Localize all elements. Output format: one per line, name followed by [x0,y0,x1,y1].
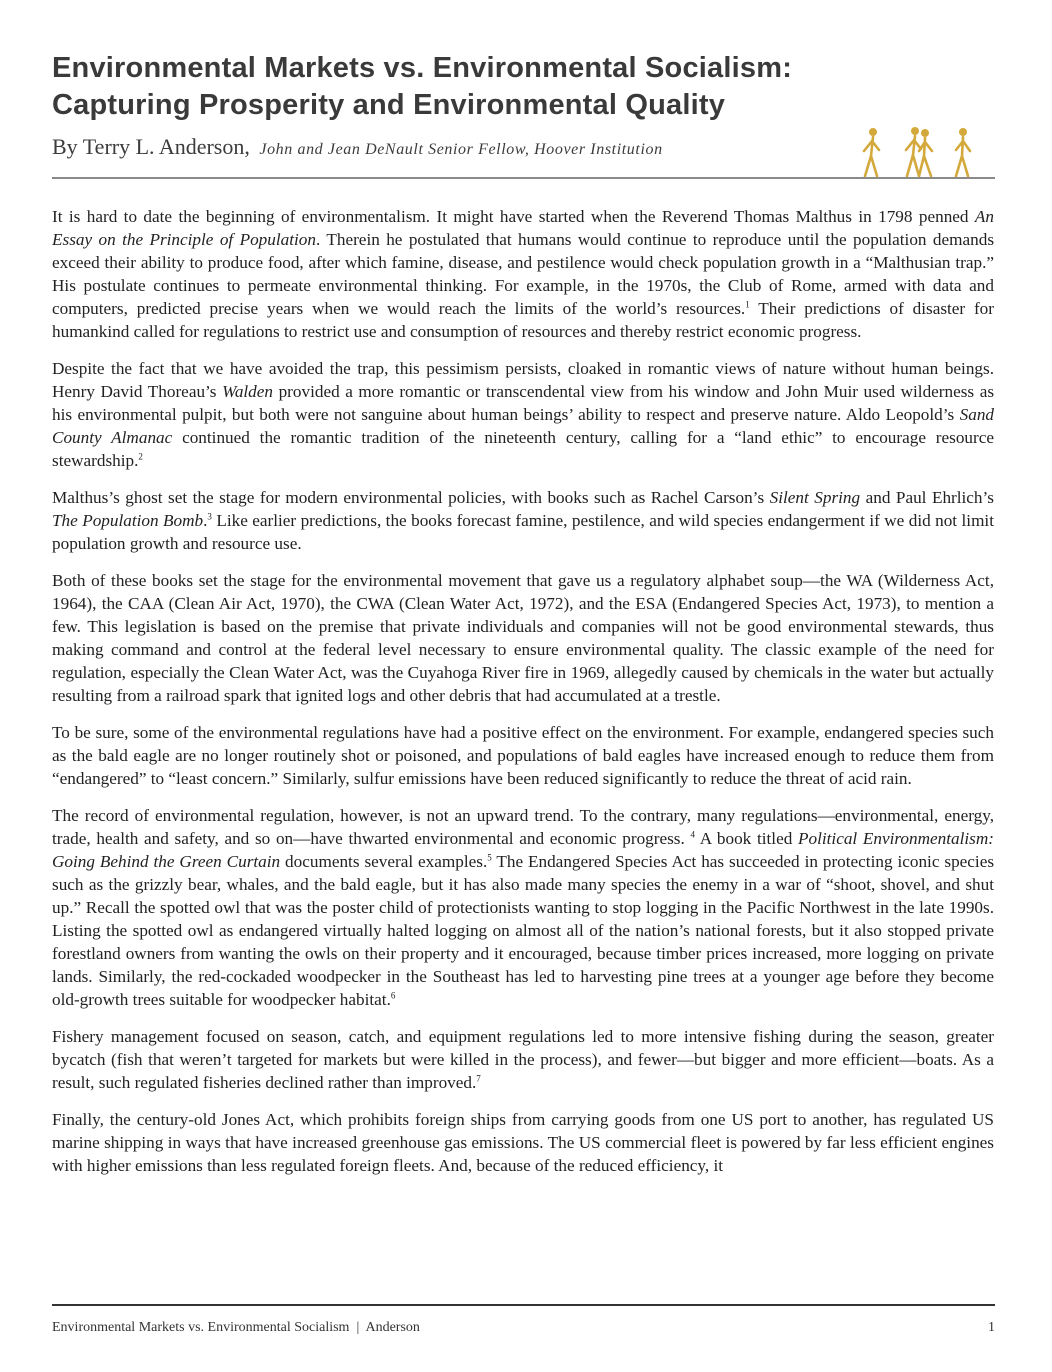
p2-text-e: continued the romantic tradition of the nineteenth century, calling for a “land ethic” to encourage resource stewardship. [52,428,994,470]
footnote-ref-5: 5 [487,852,492,863]
book-title-political-environmentalism: Political Environmentalism: Going Behind the Green Curtain [52,829,994,871]
author-affiliation: John and Jean DeNault Senior Fellow, Hoover Institution [259,141,663,158]
p2-text-c: provided a more romantic or transcendental view from his window and John Muir used wilderness as his environmental pulpit, but both were not sanguine about human beings’ ability to respect and preserve nature. Aldo Leopold’s [52,382,995,424]
p6-text-d: documents several examples. [280,852,488,871]
paragraph-1 [52,205,994,343]
footnote-ref-1: 1 [745,299,750,310]
p2-text-a: Despite the fact that we have avoided the trap, this pessimism persists, cloaked in romantic views of nature without human beings. Henry David Thoreau’s [52,359,994,401]
book-title-essay: An Essay on the Principle of Population [52,207,994,249]
paragraph-8: Finally, the century-old Jones Act, which prohibits foreign ships from carrying goods from one US port to another, has regulated US marine shipping in ways that have increased greenhouse gas emissions. The US commercial fleet is powered by far less efficient engines with higher emissions than less regulated foreign fleets. And, because of the reduced efficiency, it [52,1110,994,1175]
paragraph-5: To be sure, some of the environmental regulations have had a positive effect on the environment. For example, endangered species such as the bald eagle are no longer routinely shot or poisoned, and populations of bald eagles have increased enough to reduce them from “endangered” to “least concern.” Similarly, sulfur emissions have been reduced significantly to reduce the threat of acid rain. [52,723,994,788]
p6-text-b: A book titled [695,829,798,848]
book-title-silent-spring: Silent Spring [769,488,861,507]
article-body [52,205,994,1191]
author-name: By Terry L. Anderson, [52,134,250,159]
footnote-ref-2: 2 [138,451,143,462]
footnote-ref-3: 3 [207,511,212,522]
p6-text-e: The Endangered Species Act has succeeded in protecting iconic species such as the grizzly bear, whales, and the bald eagle, but it has also made many species the enemy in a war of “shoot, shovel, and shut up.” Recall the spotted owl that was the poster child of protectionists wanting to stop logging in the Pacific Northwest in the late 1990s. Listing the spotted owl as endangered virtually halted logging on almost all of the nation’s national forests, but it also stopped private forestland owners from wanting the owls on their property and it encouraged, because timber prices increased, more logging on private lands. Similarly, the red-cockaded woodpecker in the Southeast has led to harvesting pine trees at a younger age before they become old-growth trees suitable for woodpecker habitat. [52,852,995,1009]
running-title: Environmental Markets vs. Environmental Socialism | Anderson [52,1320,420,1335]
p3-text-a: Malthus’s ghost set the stage for modern environmental policies, with books such as Rachel Carson’s [52,488,770,507]
book-title-walden: Walden [222,382,274,401]
paragraph-2 [52,357,994,472]
footer-rule [52,1304,995,1306]
p1-text-c: . Therein he postulated that humans would continue to reproduce until the population demands exceed their ability to produce food, after which famine, disease, and pestilence would check population growth in a “Malthusian trap.” His postulate continues to permeate environmental thinking. For example, in the 1970s, the Club of Rome, armed with data and computers, predicted precise years when we would reach the limits of the world’s resources. [52,230,995,318]
p1-text-a: It is hard to date the beginning of environmentalism. It might have started when the Reverend Thomas Malthus in 1798 penned [52,207,975,226]
title-line-2: Capturing Prosperity and Environmental Quality [52,89,726,121]
p7-text-a: Fishery management focused on season, catch, and equipment regulations led to more intensive fishing during the season, greater bycatch (fish that weren’t targeted for markets but were killed in the process), and fewer—but bigger and more efficient—boats. As a result, such regulated fisheries declined rather than improved. [52,1027,994,1092]
book-title-population-bomb: The Population Bomb [52,511,204,530]
header-rule [52,177,995,179]
p3-text-e: . [203,511,208,530]
p3-text-c: and Paul Ehrlich’s [860,488,994,507]
footnote-ref-6: 6 [390,990,396,1001]
paragraph-4: Both of these books set the stage for the environmental movement that gave us a regulatory alphabet soup—the WA (Wilderness Act, 1964), the CAA (Clean Air Act, 1970), the CWA (Clean Water Act, 1972), and the ESA (Endangered Species Act, 1973), to mention a few. This legislation is based on the premise that private individuals and companies will not be good environmental stewards, thus making command and control at the federal level necessary to ensure environmental quality. The classic example of the need for regulation, especially the Clean Water Act, was the Cuyahoga River fire in 1969, allegedly caused by chemicals in the water but actually resulting from a railroad spark that ignited logs and other debris that had accumulated at a trestle. [52,571,994,705]
walking-figures-logo-icon [855,124,985,182]
document-title [52,50,882,124]
p1-text-d: Their predictions of disaster for humankind called for regulations to restrict use and consumption of resources and thereby restrict economic progress. [52,299,995,341]
book-title-sand-county: Sand County Almanac [52,405,994,447]
p3-text-f: Like earlier predictions, the books forecast famine, pestilence, and wild species endangerment if we did not limit population growth and resource use. [52,511,994,553]
title-line-1: Environmental Markets vs. Environmental Socialism: [52,52,793,84]
footnote-ref-7: 7 [476,1073,481,1084]
paragraph-6 [52,804,994,1011]
p6-text-a: The record of environmental regulation, however, is not an upward trend. To the contrary, many regulations—environmental, energy, trade, health and safety, and so on—have thwarted environmental and economic progress. [52,806,994,848]
footnote-ref-4: 4 [690,829,695,840]
page-number: 1 [988,1320,995,1335]
paragraph-3 [52,486,994,555]
byline [52,134,852,160]
paragraph-7 [52,1025,994,1094]
page-footer [52,1320,995,1336]
